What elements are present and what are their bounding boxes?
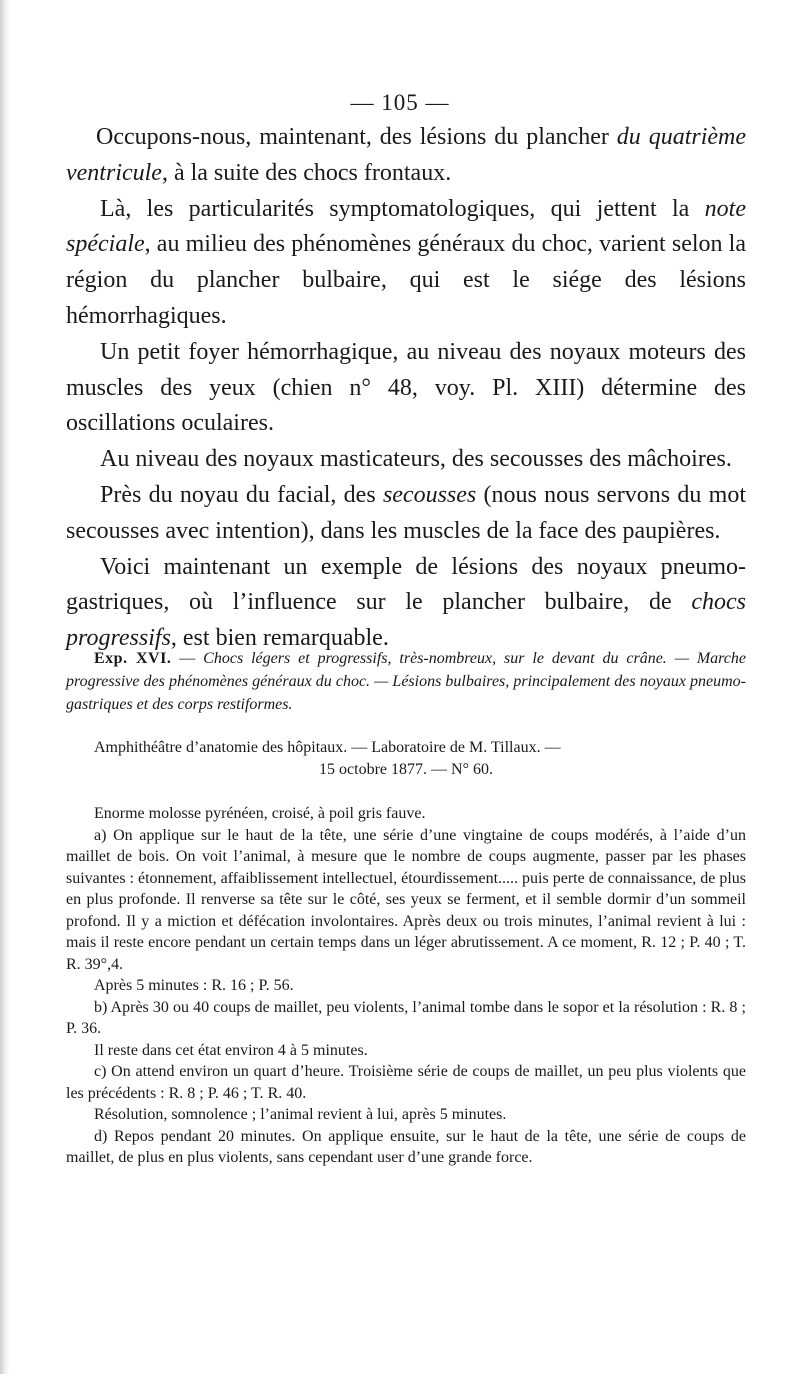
emphasis-secousses: secousses [382, 481, 477, 508]
experiment-paragraph: a) On applique sur le haut de la tête, une série d’une vingtaine de coups modérés, à l’aide d’un maillet de bois. On voit l’animal, à mesure que le nombre de coups augmente, passer par les phases suivantes : étonnement, affaiblissement intellectuel, étourdissement..... puis perte de connaissance, de plus en plus profonde. Il renverse sa tête sur le côté, ses yeux se ferment, et il semble dormir d’un sommeil profond. Il y a miction et défécation involontaires. Après deux ou trois minutes, l’animal revient à lui : mais il reste encore pendant un certain temps dans un léger abrutissement. A ce moment, R. 12 ; P. 40 ; T. R. 39°,4. [66, 826, 746, 973]
page-number: — 105 — [350, 90, 450, 115]
experiment-paragraph: Il reste dans cet état environ 4 à 5 minutes. [94, 1041, 368, 1059]
emphasis-chocs-progressifs: chocs progressifs [66, 589, 746, 652]
paragraph-2: Là, les particularités symptomatologiques, qui jettent la note spéciale, au milieu des phénomènes généraux du choc, varient selon la région du plancher bulbaire, qui est le siége des lésions hémorrhagiques. [66, 195, 746, 329]
experiment-paragraph: b) Après 30 ou 40 coups de maillet, peu violents, l’animal tombe dans le sopor et la résolution : R. 8 ; P. 36. [66, 998, 746, 1037]
emphasis-note-speciale: note spéciale [66, 195, 746, 258]
experiment-body [66, 803, 746, 1169]
experiment-paragraph: d) Repos pendant 20 minutes. On applique ensuite, sur le haut de la tête, une série de coups de maillet, de plus en plus violents, sans cependant user d’une grande force. [66, 1127, 746, 1166]
experiment-number: Exp. XVI. [94, 650, 172, 667]
experiment-paragraph: Résolution, somnolence ; l’animal revient à lui, après 5 minutes. [94, 1106, 507, 1123]
location-line: Amphithéâtre d’anatomie des hôpitaux. — Laboratoire de M. Tillaux. — [94, 739, 561, 756]
experiment-paragraph: Enorme molosse pyrénéen, croisé, à poil gris fauve. [94, 805, 426, 822]
paragraph-4: Au niveau des noyaux masticateurs, des secousses des mâchoires. [100, 446, 732, 473]
paragraph-1: Occupons-nous, maintenant, des lésions du plancher du quatrième ventricule, à la suite des chocs frontaux. [66, 124, 747, 186]
main-text [66, 120, 746, 657]
experiment-title: Chocs légers et progressifs, très-nombreux, sur le devant du crâne. — Marche progressive des phénomènes généraux du choc. — Lésions bulbaires, principalement des noyaux pneumo-gastriques et des corps restiformes. [66, 650, 747, 713]
paragraph-6: Voici maintenant un exemple de lésions des noyaux pneumo-gastriques, où l’influence sur le plancher bulbaire, de chocs progressifs, est bien remarquable. [66, 553, 746, 652]
emphasis-quatrieme-ventricule: du quatrième ventricule [66, 124, 747, 186]
experiment-heading: Exp. XVI. — Chocs légers et progressifs, très-nombreux, sur le devant du crâne. — Marche progressive des phénomènes généraux du choc. — Lésions bulbaires, principalement des noyaux pneumo-gastriques et des corps restiformes. [66, 650, 747, 713]
paragraph-5: Près du noyau du facial, des secousses (nous nous servons du mot secousses avec intention), dans les muscles de la face des paupières. [66, 481, 746, 544]
experiment-paragraph: Après 5 minutes : R. 16 ; P. 56. [94, 977, 294, 994]
date-line: 15 octobre 1877. — N° 60. [319, 761, 493, 778]
experiment-paragraph: c) On attend environ un quart d’heure. Troisième série de coups de maillet, un peu plus violents que les précédents : R. 8 ; P. 46 ; T. R. 40. [66, 1063, 746, 1102]
experiment-location [66, 737, 746, 781]
paragraph-3: Un petit foyer hémorrhagique, au niveau des noyaux moteurs des muscles des yeux (chien n° 48, voy. Pl. XIII) détermine des oscillations oculaires. [66, 338, 746, 437]
